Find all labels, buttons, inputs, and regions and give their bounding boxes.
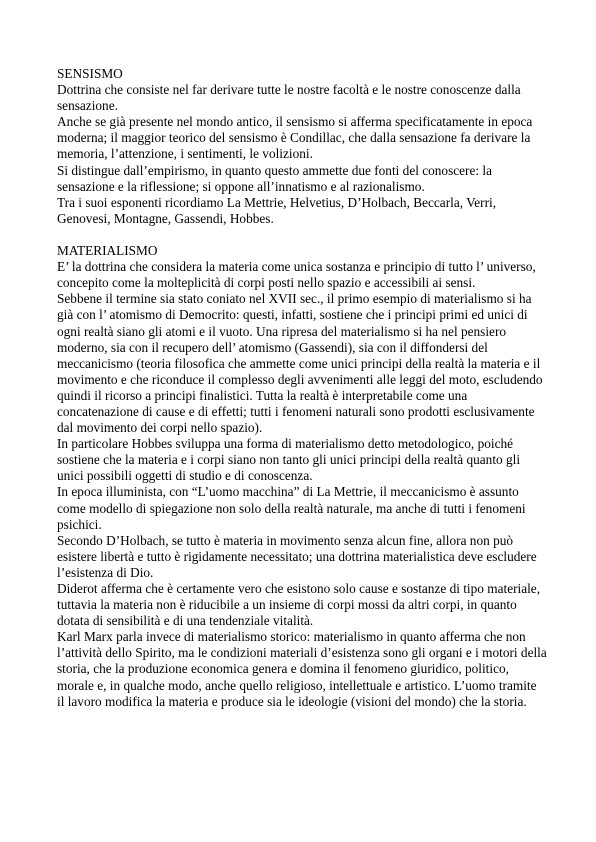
paragraph: E’ la dottrina che considera la materia come unica sostanza e principio di tutto l’ universo, concepito come la molteplicità di corpi posti nello spazio e accessibili ai sensi. — [57, 259, 536, 291]
section-heading: SENSISMO — [57, 66, 123, 81]
paragraph: In epoca illuminista, con “L’uomo macchina” di La Mettrie, il meccanicismo è assunto come modello di spiegazione non solo della realtà naturale, ma anche di tutti i fenomeni psichici. — [57, 484, 526, 532]
paragraph: In particolare Hobbes sviluppa una forma di materialismo detto metodologico, poiché sostiene che la materia e i corpi siano non tanto gli unici principi della realtà quanto gli unici possibili oggetti di studio e di conoscenza. — [57, 436, 521, 484]
paragraph: Diderot afferma che è certamente vero che esistono solo cause e sostanze di tipo materiale, tuttavia la materia non è riducibile a un insieme di corpi mossi da altri corpi, in quanto dotata di sensibilità e di una tendenziale vitalità. — [57, 581, 541, 629]
section-sensismo — [57, 66, 547, 227]
paragraph: Karl Marx parla invece di materialismo storico: materialismo in quanto afferma che non l’attività dello Spirito, ma le condizioni materiali d’esistenza sono gli organi e i motori della storia, che la produzione economica genera e domina il fenomeno giuridico, politico, morale e, in qualche modo, anche quello religioso, intellettuale e artistico. L’uomo tramite il lavoro modifica la materia e produce sia le ideologie (visioni del mondo) che la storia. — [57, 629, 547, 709]
paragraph: Sebbene il termine sia stato coniato nel XVII sec., il primo esempio di materialismo si ha già con l’ atomismo di Democrito: questi, infatti, sostiene che i principi primi ed unici di ogni realtà siano gli atomi e il vuoto. Una ripresa del materialismo si ha nel pensiero moderno, sia con il recupero dell’ atomismo (Gassendi), sia con il diffondersi del meccanicismo (teoria filosofica che ammette come unici principi della realtà la materia e il movimento e che riconduce il complesso degli avvenimenti alle leggi del moto, escludendo quindi il ricorso a principi finalistici. Tutta la realtà è interpretabile come una concatenazione di cause e di effetti; tutti i fenomeni naturali sono prodotti esclusivamente dal movimento dei corpi nello spazio). — [57, 291, 543, 436]
paragraph: Si distingue dall’empirismo, in quanto questo ammette due fonti del conoscere: la sensazione e la riflessione; si oppone all’innatismo e al razionalismo. — [57, 162, 493, 194]
paragraph: Dottrina che consiste nel far derivare tutte le nostre facoltà e le nostre conoscenze dalla sensazione. — [57, 82, 521, 114]
document-page — [57, 66, 547, 710]
paragraph: Anche se già presente nel mondo antico, il sensismo si afferma specificatamente in epoca moderna; il maggior teorico del sensismo è Condillac, che dalla sensazione fa derivare la memoria, l’attenzione, i sentimenti, le volizioni. — [57, 114, 533, 162]
section-materialismo — [57, 243, 547, 710]
section-heading: MATERIALISMO — [57, 243, 158, 259]
paragraph: Tra i suoi esponenti ricordiamo La Mettrie, Helvetius, D’Holbach, Beccarla, Verri, Genovesi, Montagne, Gassendi, Hobbes. — [57, 194, 497, 226]
paragraph: Secondo D’Holbach, se tutto è materia in movimento senza alcun fine, allora non può esistere libertà e tutto è rigidamente necessitato; una dottrina materialistica deve escludere l’esistenza di Dio. — [57, 532, 537, 580]
